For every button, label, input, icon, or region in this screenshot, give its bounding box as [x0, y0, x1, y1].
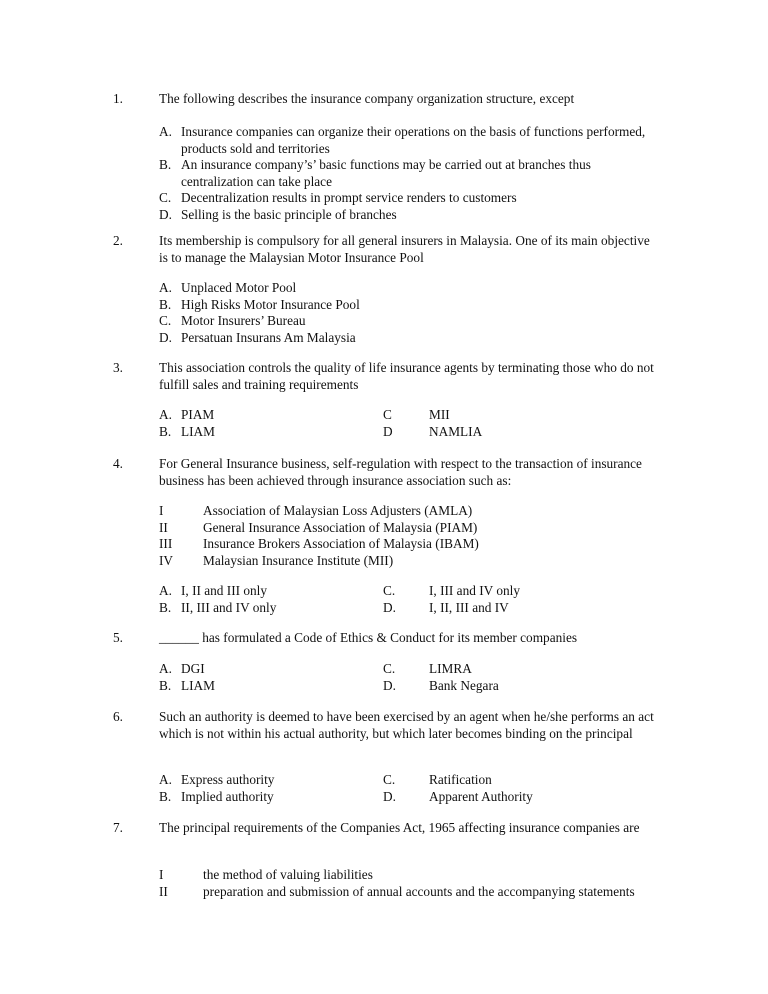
option-a-label: A. — [159, 772, 172, 787]
option-row — [159, 600, 659, 617]
option-text: Insurance companies can organize their operations on the basis of functions performed, products sold and territories — [181, 124, 646, 156]
option-row — [159, 789, 659, 806]
statement-item: III Insurance Brokers Association of Malaysia (IBAM) — [159, 536, 479, 551]
statement-item: I Association of Malaysian Loss Adjusters (AMLA) — [159, 503, 473, 518]
option-text: High Risks Motor Insurance Pool — [181, 296, 360, 312]
question-text: Such an authority is deemed to have been exercised by an agent when he/she performs an act which is not within his actual authority, but which later becomes binding on the principal — [159, 709, 654, 741]
option-c-label: C — [383, 407, 392, 422]
statement-item: IV Malaysian Insurance Institute (MII) — [159, 552, 394, 568]
option-d: D. Persatuan Insurans Am Malaysia — [159, 329, 356, 345]
option-b-text: LIAM — [181, 677, 215, 693]
question-text: ______ has formulated a Code of Ethics & Conduct for its member companies — [159, 630, 578, 645]
option-row — [159, 424, 659, 441]
question-number: 6. — [113, 709, 123, 724]
question-number: 2. — [113, 233, 123, 248]
option-c-text: MII — [429, 407, 450, 422]
option-row — [159, 407, 659, 424]
option-c-label: C. — [383, 772, 396, 787]
option-d: D. Selling is the basic principle of branches — [159, 206, 397, 222]
option-b-label: B. — [159, 599, 172, 615]
question-number: 3. — [113, 360, 123, 375]
statement-item: II preparation and submission of annual accounts and the accompanying statements — [159, 883, 635, 899]
option-b-text: LIAM — [181, 423, 215, 439]
option-a-label: A. — [159, 407, 172, 422]
question-number: 1. — [113, 91, 123, 106]
option-d-text: Apparent Authority — [429, 788, 533, 804]
option-grid — [159, 661, 659, 694]
option-d-text: I, II, III and IV — [429, 599, 509, 615]
option-d-label: D. — [383, 599, 396, 615]
option-c-text: Ratification — [429, 772, 492, 787]
option-b: B. An insurance company’s’ basic functions may be carried out at branches thus centralization can take place — [159, 157, 591, 189]
option-row — [159, 583, 659, 600]
option-a-text: Express authority — [181, 772, 275, 787]
option-d-label: D. — [383, 788, 396, 804]
option-d-text: Bank Negara — [429, 677, 499, 693]
option-grid — [159, 583, 659, 616]
statement-list — [159, 503, 679, 569]
option-b-label: B. — [159, 423, 172, 439]
option-row — [159, 772, 659, 789]
option-d-label: D — [383, 423, 393, 439]
statement-list — [159, 867, 679, 900]
option-c: C. Motor Insurers’ Bureau — [159, 313, 306, 328]
option-list — [159, 280, 659, 346]
option-grid — [159, 772, 659, 805]
option-a: A. Insurance companies can organize their operations on the basis of functions performed, products sold and territories — [159, 124, 646, 156]
option-text: An insurance company’s’ basic functions may be carried out at branches thus centralization can take place — [181, 157, 591, 189]
option-row — [159, 661, 659, 678]
option-a: A. Unplaced Motor Pool — [159, 280, 297, 295]
option-text: Motor Insurers’ Bureau — [181, 313, 306, 328]
statement-item: II General Insurance Association of Malaysia (PIAM) — [159, 519, 478, 535]
question-text: The principal requirements of the Companies Act, 1965 affecting insurance companies are — [159, 820, 640, 835]
option-grid — [159, 407, 659, 440]
option-list — [159, 124, 659, 223]
option-a-text: I, II and III only — [181, 583, 268, 598]
option-c-text: LIMRA — [429, 661, 472, 676]
option-c-text: I, III and IV only — [429, 583, 520, 598]
option-text: Persatuan Insurans Am Malaysia — [181, 329, 356, 345]
question-number: 7. — [113, 820, 123, 835]
option-text: Unplaced Motor Pool — [181, 280, 297, 295]
option-text: Decentralization results in prompt service renders to customers — [181, 190, 517, 205]
option-row — [159, 678, 659, 695]
question-text: For General Insurance business, self-regulation with respect to the transaction of insurance business has been achieved through insurance association such as: — [159, 456, 642, 488]
question-text: This association controls the quality of life insurance agents by terminating those who do not fulfill sales and training requirements — [159, 360, 654, 392]
option-b-label: B. — [159, 677, 172, 693]
question-text: The following describes the insurance company organization structure, except — [159, 91, 575, 106]
option-a-label: A. — [159, 583, 172, 598]
question-number: 4. — [113, 456, 123, 471]
statement-item: I the method of valuing liabilities — [159, 867, 373, 882]
option-c: C. Decentralization results in prompt service renders to customers — [159, 190, 517, 205]
option-a-label: A. — [159, 661, 172, 676]
option-d-text: NAMLIA — [429, 423, 483, 439]
question-number: 5. — [113, 630, 123, 645]
option-c-label: C. — [383, 661, 396, 676]
option-b-label: B. — [159, 788, 172, 804]
option-b-text: Implied authority — [181, 788, 274, 804]
option-b: B. High Risks Motor Insurance Pool — [159, 296, 360, 312]
question-text: Its membership is compulsory for all general insurers in Malaysia. One of its main objective is to manage the Malaysian Motor Insurance Pool — [159, 233, 650, 265]
option-text: Selling is the basic principle of branches — [181, 206, 397, 222]
option-c-label: C. — [383, 583, 396, 598]
option-a-text: PIAM — [181, 407, 215, 422]
option-a-text: DGI — [181, 661, 205, 676]
option-b-text: II, III and IV only — [181, 599, 277, 615]
option-d-label: D. — [383, 677, 396, 693]
